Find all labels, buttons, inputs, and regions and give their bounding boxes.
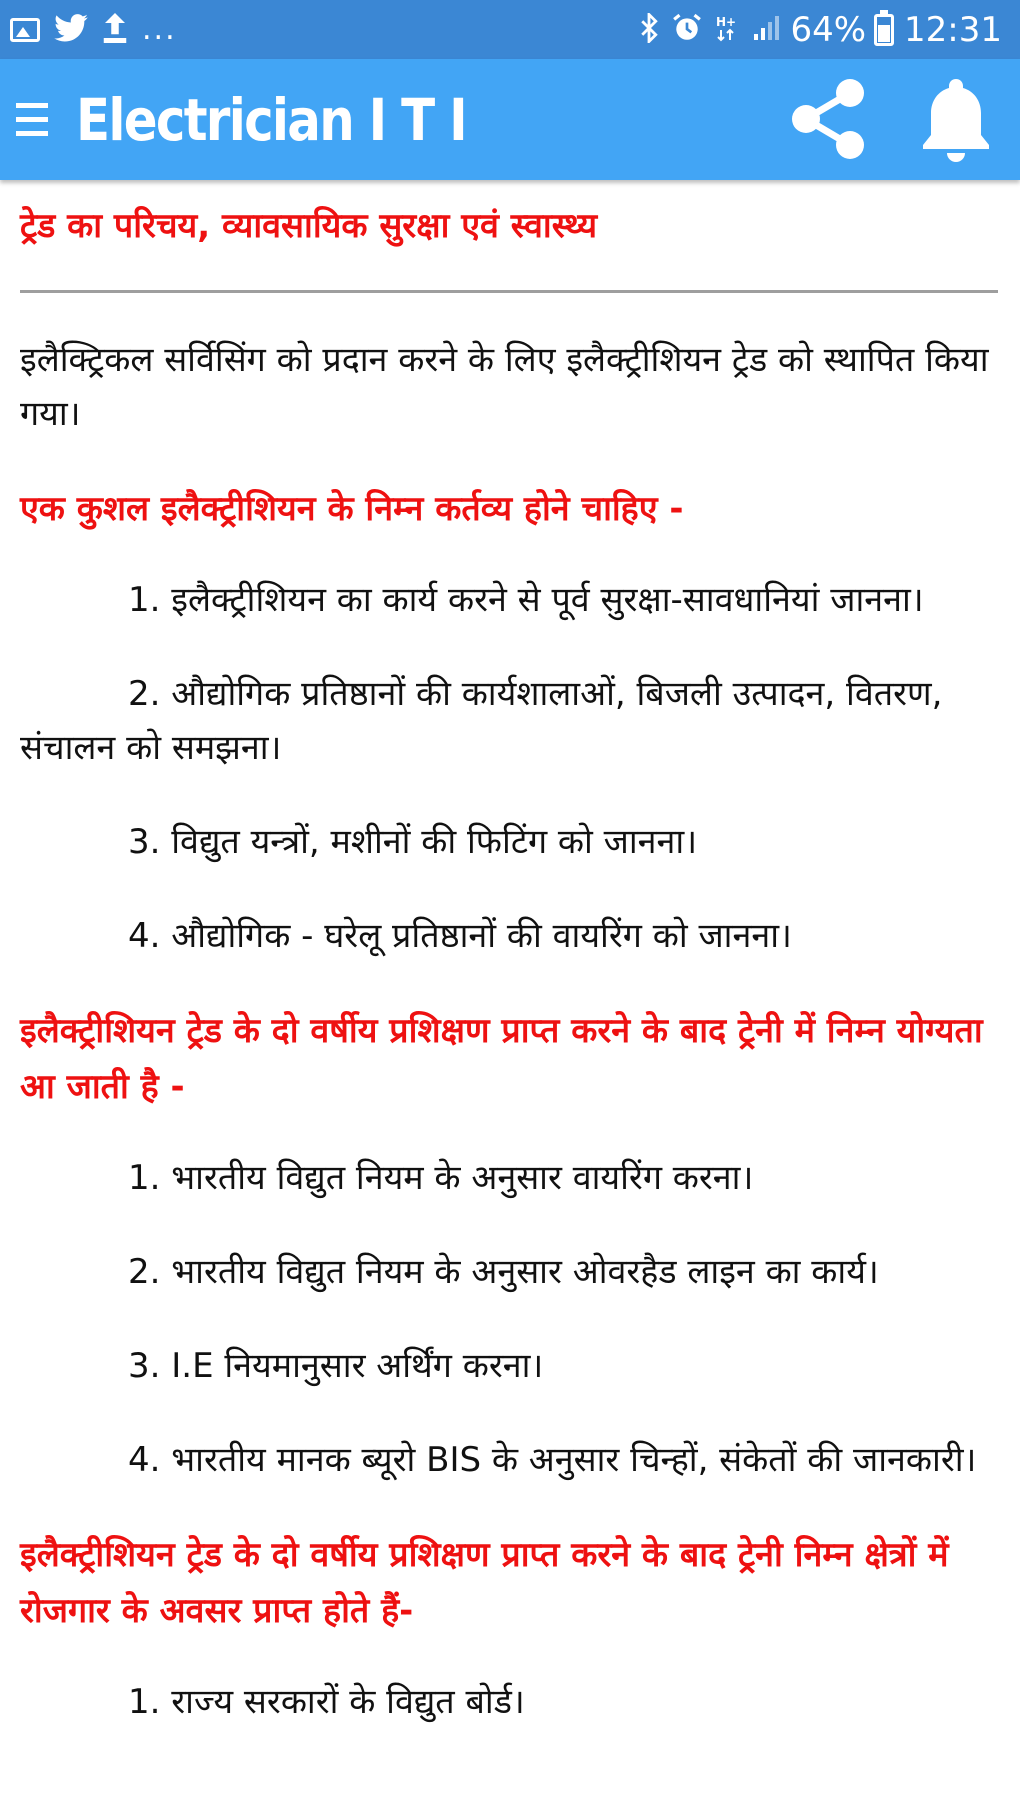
section-heading: इलैक्ट्रीशियन ट्रेड के दो वर्षीय प्रशिक्षण प्राप्त करने के बाद ट्रेनी में निम्न योग्यता आ जाती है - [20,1011,983,1107]
bell-icon[interactable] [912,73,1000,165]
battery-icon [874,14,894,46]
network-hplus-icon [716,13,738,47]
divider [20,290,998,293]
list-item: 1. भारतीय विद्युत नियम के अनुसार वायरिंग करना। [128,1158,754,1198]
status-left [10,13,177,47]
bluetooth-icon [640,13,658,47]
section-skills [20,1003,998,1487]
clock-time: 12:31 [904,9,1002,50]
upload-icon [102,13,128,47]
list-item: 3. विद्युत यन्त्रों, मशीनों की फिटिंग को जानना। [128,822,698,862]
gallery-icon [10,18,40,42]
article-content [0,180,1020,1813]
status-bar [0,0,1020,59]
share-icon[interactable] [784,73,872,165]
list-item: 1. राज्य सरकारों के विद्युत बोर्ड। [128,1682,525,1722]
section-heading: एक कुशल इलैक्ट्रीशियन के निम्न कर्तव्य होने चाहिए - [20,489,684,529]
app-bar [0,59,1020,180]
more-notifications: ... [142,11,177,47]
section-employment [20,1527,998,1729]
section-duties [20,481,998,963]
twitter-icon [54,14,88,46]
list-item: 4. औद्योगिक - घरेलू प्रतिष्ठानों की वायरिंग को जानना। [128,916,792,956]
svg-text:H+: H+ [716,14,737,29]
signal-icon [752,14,780,46]
app-title: Electrician I T I [76,85,466,154]
list-item: 2. भारतीय विद्युत नियम के अनुसार ओवरहैड लाइन का कार्य। [128,1252,879,1292]
app-actions [784,73,1000,165]
battery-percent: 64% [790,9,867,50]
section-heading: इलैक्ट्रीशियन ट्रेड के दो वर्षीय प्रशिक्षण प्राप्त करने के बाद ट्रेनी निम्न क्षेत्रों में रोजगार के अवसर प्राप्त होते हैं- [20,1535,949,1631]
list-item: 3. I.E नियमानुसार अर्थिंग करना। [128,1346,544,1386]
status-right [626,10,1002,50]
list-item: 4. भारतीय मानक ब्यूरो BIS के अनुसार चिन्हों, संकेतों की जानकारी। [128,1440,977,1480]
page-title: ट्रेड का परिचय, व्यावसायिक सुरक्षा एवं स्वास्थ्य [20,206,598,246]
list-item: 1. इलैक्ट्रीशियन का कार्य करने से पूर्व सुरक्षा-सावधानियां जानना। [128,580,924,620]
alarm-icon [672,13,702,47]
intro-paragraph: इलैक्ट्रिकल सर्विसिंग को प्रदान करने के लिए इलैक्ट्रीशियन ट्रेड को स्थापित किया गया। [20,340,989,434]
list-item: 2. औद्योगिक प्रतिष्ठानों की कार्यशालाओं, बिजली उत्पादन, वितरण, संचालन को समझना। [20,674,943,768]
menu-icon[interactable] [16,94,68,146]
